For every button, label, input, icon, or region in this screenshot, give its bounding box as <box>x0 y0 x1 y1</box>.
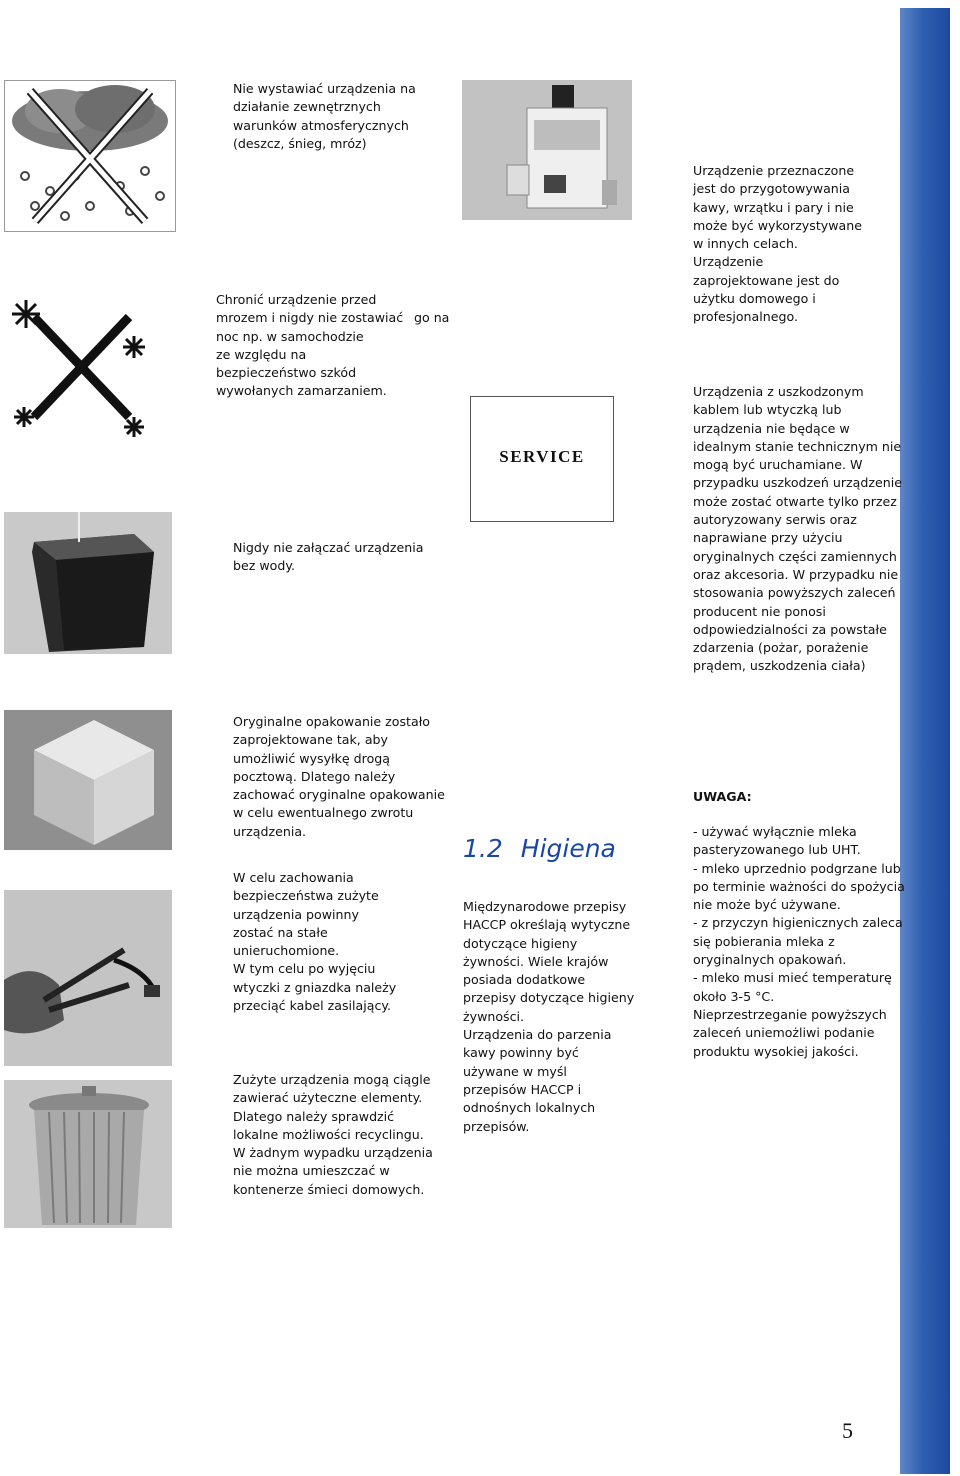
device-purpose-text: Urządzenie przeznaczone jest do przygotowywania kawy, wrzątku i pary i nie może być wykorzystywane w innych celach. Urządzenie zaprojektowane jest do użytku domowego i profesjonalnego. <box>693 163 862 325</box>
packaging-box-image <box>4 710 172 850</box>
cable-cutting-text: W celu zachowania bezpieczeństwa zużyte urządzenia powinny zostać na stałe unieruchomione. W tym celu po wyjęciu wtyczki z gniazdka należy przeciąć kabel zasilający. <box>233 870 397 1014</box>
uwaga-title: UWAGA: <box>693 789 752 804</box>
section-heading <box>463 834 634 863</box>
scissors-cutting-cable-image <box>4 890 172 1066</box>
recycling-text: Zużyte urządzenia mogą ciągle zawierać użyteczne elementy. Dlatego należy sprawdzić lokalne możliwości recyclingu. W żadnym wypadku urządzenia nie można umieszczać w kontenerze śmieci domowych. <box>233 1072 433 1197</box>
service-warning-text: Urządzenia z uszkodzonym kablem lub wtyczką lub urządzenia nie będące w idealnym stanie technicznym nie mogą być uruchamiane. W przypadku uszkodzeń urządzenie może zostać otwarte tylko przez autoryzowany serwis oraz naprawiane przy użyciu oryginalnych części zamiennych oraz akcesoria. W przypadku nie stosowania powyższych zaleceń producent nie ponosi odpowiedzialności za powstałe zdarzenia (pożar, porażenie prądem, uszkodzenia ciała) <box>693 384 902 674</box>
hygiene-text: Międzynarodowe przepisy HACCP określają wytyczne dotyczące higieny żywności. Wiele krajów posiada dodatkowe przepisy dotyczące higieny żywności. Urządzenia do parzenia kawy powinny być używane w myśl przepisów HACCP i odnośnych lokalnych przepisów. <box>463 899 635 1134</box>
coffee-machine-image <box>462 80 632 220</box>
service-sign-label: SERVICE <box>499 447 585 466</box>
frost-warning-text: Chronić urządzenie przed mrozem i nigdy nie zostawiać noc np. w samochodzie ze względu na bezpieczeństwo szkód wywołanych zamarzaniem. <box>216 292 404 399</box>
weather-cloud-crossed-image <box>4 80 176 232</box>
frost-snowflake-crossed-image <box>4 292 154 442</box>
section-number: 1.2 <box>463 834 503 863</box>
frost-warning-text-aside: go na <box>414 310 450 325</box>
container-without-water-image <box>4 512 172 654</box>
uwaga-text: - używać wyłącznie mleka pasteryzowanego lub UHT. - mleko uprzednio podgrzane lub po terminie ważności do spożycia nie może być używane. - z przyczyn higienicznych zaleca się pobierania mleka z oryginalnych opakowań. - mleko musi mieć temperaturę około 3-5 °C. Nieprzestrzeganie powyższych zaleceń uniemożliwi podanie produktu wysokiej jakości. <box>693 824 905 1059</box>
service-sign-image <box>470 396 614 522</box>
water-warning-text: Nigdy nie załączać urządzenia bez wody. <box>233 540 424 574</box>
side-color-bar <box>900 8 950 1474</box>
packaging-text: Oryginalne opakowanie zostało zaprojektowane tak, aby umożliwić wysyłkę drogą pocztową. Dlatego należy zachować oryginalne opakowanie w celu ewentualnego zwrotu urządzenia. <box>233 714 445 839</box>
section-title: Higiena <box>520 834 616 863</box>
weather-warning-text: Nie wystawiać urządzenia na działanie zewnętrznych warunków atmosferycznych (deszcz, śnieg, mróz) <box>233 81 416 151</box>
trash-can-image <box>4 1080 172 1228</box>
page-number: 5 <box>842 1418 853 1443</box>
